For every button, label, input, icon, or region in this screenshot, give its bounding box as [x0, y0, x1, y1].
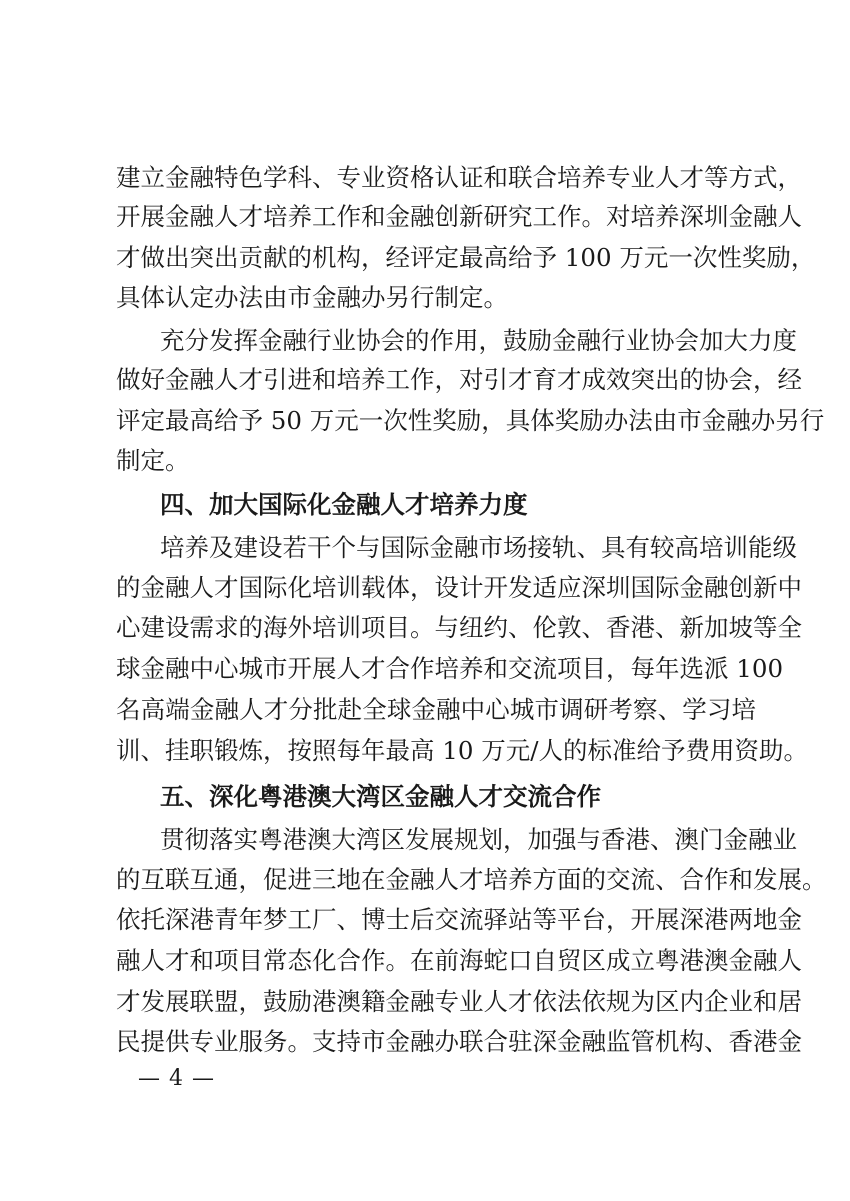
page-number: — 4 — [138, 1066, 215, 1091]
section-5-heading: 五、深化粤港澳大湾区金融人才交流合作 [160, 782, 601, 811]
section-5-line-4: 融人才和项目常态化合作。在前海蛇口自贸区成立粤港澳金融人 [116, 946, 802, 975]
paragraph-2-line-4: 制定。 [116, 446, 190, 475]
paragraph-2-line-1: 充分发挥金融行业协会的作用，鼓励金融行业协会加大力度 [160, 326, 797, 355]
paragraph-1-line-2: 开展金融人才培养工作和金融创新研究工作。对培养深圳金融人 [116, 202, 802, 231]
section-4-line-6: 训、挂职锻炼，按照每年最高 10 万元/人的标准给予费用资助。 [116, 736, 809, 765]
section-4-line-1: 培养及建设若干个与国际金融市场接轨、具有较高培训能级 [160, 533, 797, 562]
paragraph-2-line-2: 做好金融人才引进和培养工作，对引才育才成效突出的协会，经 [116, 365, 802, 394]
section-4-line-4: 球金融中心城市开展人才合作培养和交流项目，每年选派 100 [116, 654, 784, 683]
section-5-line-6: 民提供专业服务。支持市金融办联合驻深金融监管机构、香港金 [116, 1027, 802, 1056]
paragraph-1-line-3: 才做出突出贡献的机构，经评定最高给予 100 万元一次性奖励， [116, 243, 816, 272]
section-4-line-5: 名高端金融人才分批赴全球金融中心城市调研考察、学习培 [116, 695, 756, 724]
section-4-line-3: 心建设需求的海外培训项目。与纽约、伦敦、香港、新加坡等全 [116, 613, 802, 642]
section-5-line-1: 贯彻落实粤港澳大湾区发展规划，加强与香港、澳门金融业 [160, 825, 797, 854]
section-5-line-3: 依托深港青年梦工厂、博士后交流驿站等平台，开展深港两地金 [116, 905, 802, 934]
section-5-line-2: 的互联互通，促进三地在金融人才培养方面的交流、合作和发展。 [116, 865, 827, 894]
paragraph-1-line-1: 建立金融特色学科、专业资格认证和联合培养专业人才等方式， [116, 163, 802, 192]
section-4-line-2: 的金融人才国际化培训载体，设计开发适应深圳国际金融创新中 [116, 573, 802, 602]
paragraph-2-line-3: 评定最高给予 50 万元一次性奖励，具体奖励办法由市金融办另行 [116, 406, 825, 435]
section-5-line-5: 才发展联盟，鼓励港澳籍金融专业人才依法依规为区内企业和居 [116, 987, 802, 1016]
paragraph-1-line-4: 具体认定办法由市金融办另行制定。 [116, 283, 508, 312]
section-4-heading: 四、加大国际化金融人才培养力度 [160, 490, 528, 519]
